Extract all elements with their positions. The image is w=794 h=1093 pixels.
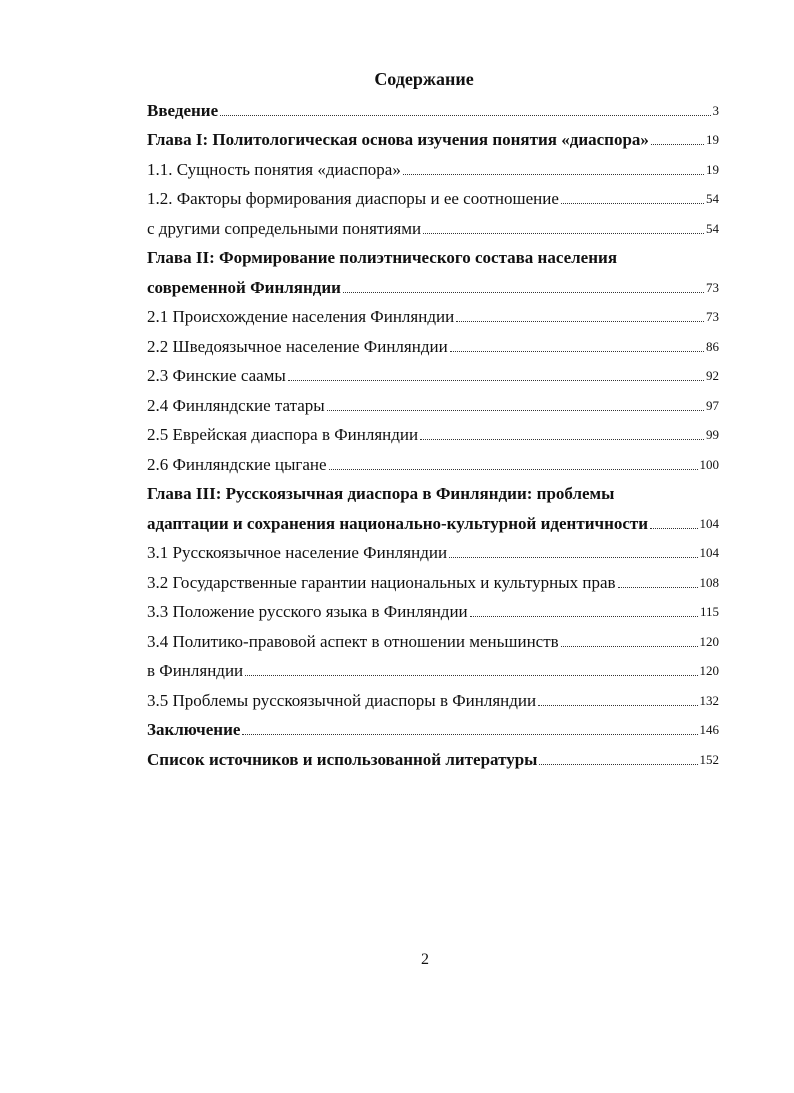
toc-entry [147, 124, 719, 154]
toc-entry-page: 152 [699, 751, 719, 767]
dot-leader [561, 646, 698, 647]
dot-leader [651, 144, 704, 145]
table-of-contents [147, 94, 719, 773]
toc-entry-text: 2.1 Происхождение населения Финляндии [147, 307, 455, 326]
dot-leader [329, 469, 698, 470]
toc-title: Содержание [374, 69, 474, 89]
toc-entry-page: 146 [699, 722, 719, 737]
toc-entry-text: 3.3 Положение русского языка в Финляндии [147, 602, 468, 621]
toc-entry [147, 684, 719, 714]
dot-leader [423, 233, 704, 234]
toc-entry [147, 537, 719, 567]
toc-entry-text: в Финляндии [147, 661, 244, 680]
toc-entry-text: 3.1 Русскоязычное население Финляндии [147, 543, 448, 562]
toc-entry-text: современной Финляндии [147, 277, 341, 297]
toc-entry-page: 54 [706, 191, 719, 206]
toc-entry-page: 19 [706, 161, 719, 177]
page-number: 2 [421, 951, 429, 968]
dot-leader [245, 675, 697, 676]
toc-entry-text: 1.1. Сущность понятия «диаспора» [147, 159, 401, 179]
toc-entry-page: 108 [699, 574, 719, 590]
toc-entry-page: 73 [706, 279, 719, 295]
dot-leader [420, 439, 704, 440]
toc-entry-text: Введение [147, 100, 219, 120]
dot-leader [618, 587, 698, 588]
toc-entry [147, 419, 719, 449]
toc-entry-text: Список источников и использованной литературы [147, 749, 538, 769]
toc-entry [147, 360, 719, 390]
toc-entry [147, 655, 719, 685]
toc-entry [147, 330, 719, 360]
toc-entry-page: 104 [699, 545, 719, 560]
dot-leader [449, 557, 697, 558]
toc-entry-text: 3.5 Проблемы русскоязычной диаспоры в Финляндии [147, 690, 537, 710]
toc-entry-page: 54 [706, 220, 719, 236]
toc-entry-text: 2.5 Еврейская диаспора в Финляндии [147, 425, 419, 444]
toc-entry-text: Заключение [147, 720, 241, 739]
toc-entry-text: Глава II: Формирование полиэтнического состава населения [147, 248, 618, 267]
toc-entry [147, 183, 719, 213]
toc-entry [147, 301, 719, 331]
toc-entry-page: 86 [706, 338, 719, 354]
toc-entry [147, 242, 719, 272]
toc-entry-page: 100 [699, 456, 719, 472]
toc-entry [147, 153, 719, 183]
toc-entry [147, 596, 719, 626]
toc-entry-page: 3 [712, 102, 719, 118]
dot-leader [327, 410, 704, 411]
toc-entry-page: 92 [706, 368, 719, 383]
toc-entry-text: Глава I: Политологическая основа изучения понятия «диаспора» [147, 130, 649, 149]
dot-leader [470, 616, 698, 617]
dot-leader [561, 203, 704, 204]
toc-entry [147, 94, 719, 124]
dot-leader [242, 734, 697, 735]
toc-entry-text: 2.4 Финляндские татары [147, 395, 325, 415]
toc-entry [147, 448, 719, 478]
toc-entry-page: 120 [699, 633, 719, 649]
toc-entry-page: 73 [706, 309, 719, 324]
toc-entry [147, 212, 719, 242]
toc-entry-text: Глава III: Русскоязычная диаспора в Финляндии: проблемы [147, 484, 615, 503]
toc-entry-text: 2.2 Шведоязычное население Финляндии [147, 336, 448, 356]
dot-leader [539, 764, 697, 765]
toc-entry-page: 115 [699, 604, 719, 619]
dot-leader [343, 292, 704, 293]
toc-entry [147, 714, 719, 744]
dot-leader [538, 705, 697, 706]
toc-entry-text: 2.3 Финские саамы [147, 366, 286, 385]
dot-leader [403, 174, 704, 175]
toc-entry-text: 2.6 Финляндские цыгане [147, 454, 327, 474]
dot-leader [288, 380, 704, 381]
dot-leader [220, 115, 710, 116]
toc-entry-text: 3.4 Политико-правовой аспект в отношении меньшинств [147, 631, 559, 651]
dot-leader [650, 528, 697, 529]
toc-entry [147, 507, 719, 537]
toc-entry [147, 743, 719, 773]
toc-entry-page: 99 [706, 427, 719, 442]
toc-entry-text: с другими сопредельными понятиями [147, 218, 422, 238]
toc-entry [147, 478, 719, 508]
toc-entry [147, 271, 719, 301]
toc-entry-text: 1.2. Факторы формирования диаспоры и ее соотношение [147, 189, 559, 208]
toc-entry-page: 132 [699, 692, 719, 708]
toc-entry-text: 3.2 Государственные гарантии национальных и культурных прав [147, 572, 616, 592]
toc-entry-page: 104 [699, 515, 719, 531]
toc-entry-page: 97 [706, 397, 719, 413]
toc-entry [147, 625, 719, 655]
toc-entry-page: 19 [706, 132, 719, 147]
dot-leader [450, 351, 704, 352]
toc-entry [147, 389, 719, 419]
toc-entry-page: 120 [699, 663, 719, 678]
toc-entry-text: адаптации и сохранения национально-культурной идентичности [147, 513, 649, 533]
dot-leader [456, 321, 704, 322]
toc-entry [147, 566, 719, 596]
